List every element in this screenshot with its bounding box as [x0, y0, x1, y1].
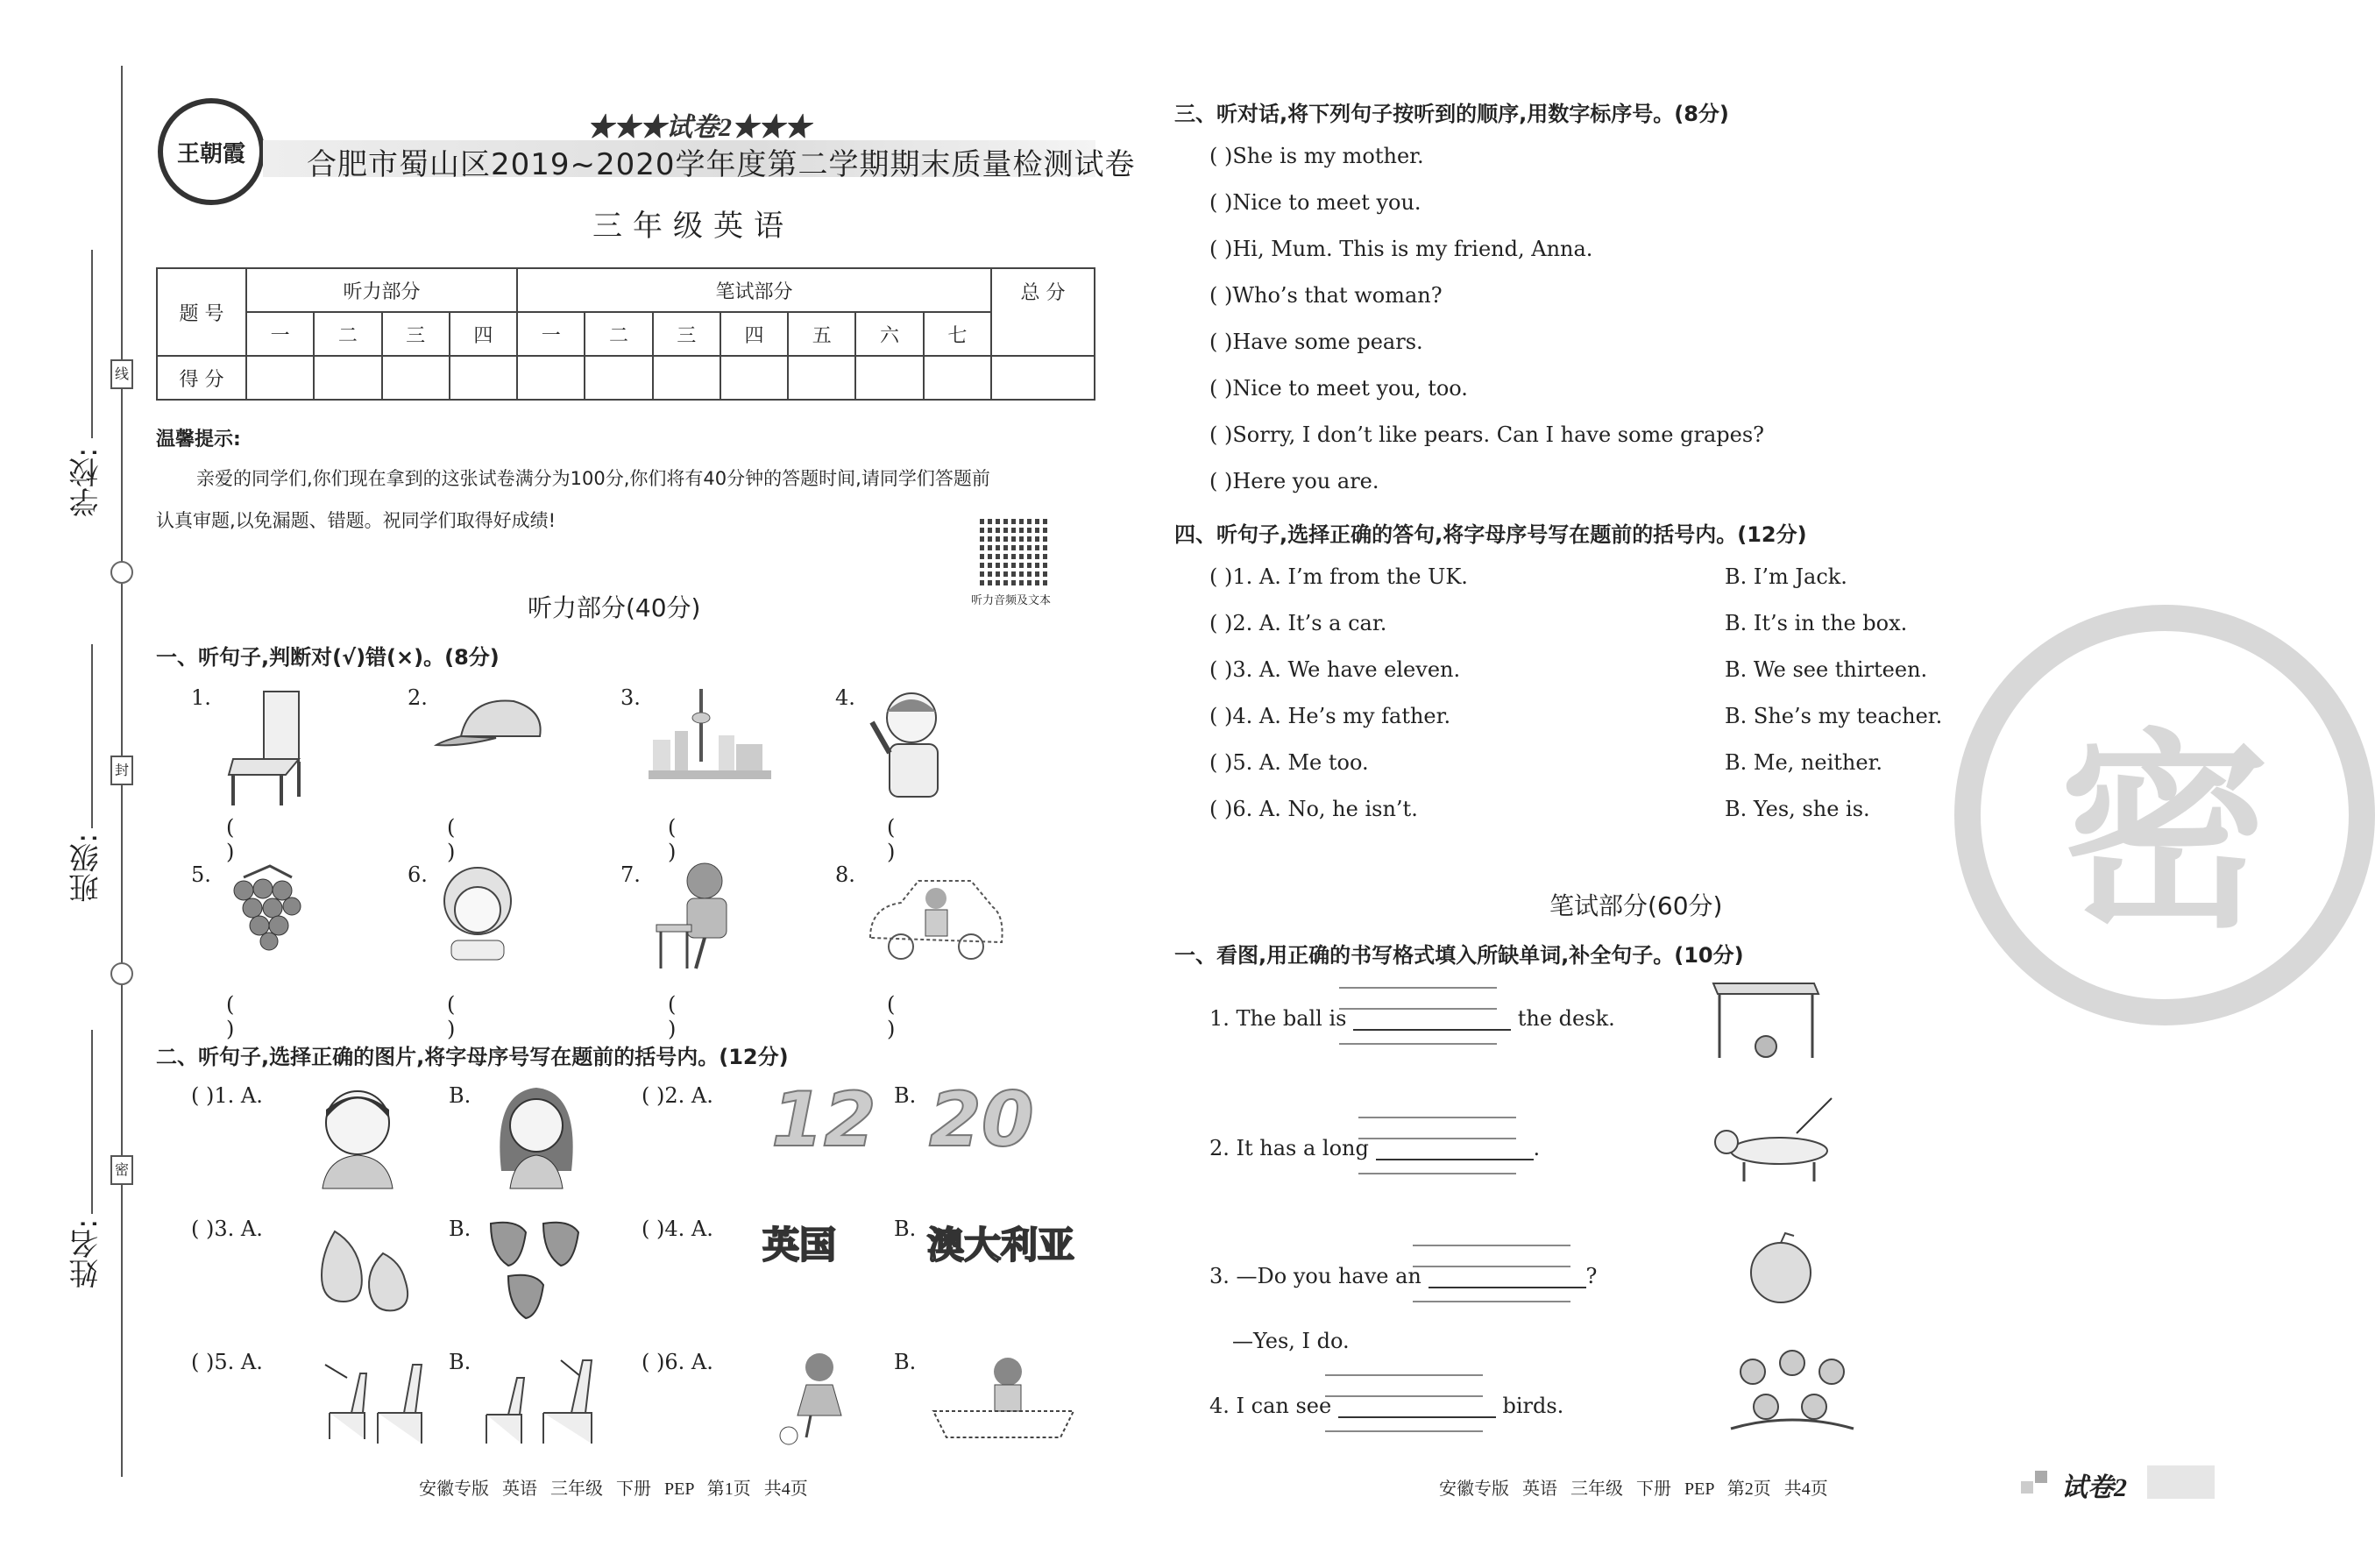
- row-label-score: 得 分: [157, 356, 246, 400]
- tips-line-1: 亲爱的同学们,你们现在拿到的这张试卷满分为100分,你们将有40分钟的答题时间,请同学们答题前: [196, 468, 990, 489]
- seal-mark-secret: 密: [110, 1155, 133, 1185]
- boy-picture: [868, 687, 964, 801]
- answer-blank[interactable]: [1429, 1266, 1586, 1288]
- listening-q3-heading: 三、听对话,将下列句子按听到的顺序,用数字标序号。(8分): [1174, 102, 1729, 126]
- q2-item-4: ( )4. A.: [642, 1217, 713, 1241]
- q2-item-2: ( )2. A.: [642, 1083, 713, 1108]
- number-20-picture: 20: [929, 1076, 1034, 1164]
- listening-header: 听力部分: [246, 268, 517, 312]
- item-number: 3.: [620, 685, 641, 710]
- answer-paren[interactable]: ( ): [887, 992, 896, 1041]
- binding-hole-icon: [110, 561, 133, 584]
- col-header: 三: [382, 312, 450, 356]
- boy-car-picture: [866, 876, 1006, 964]
- two-giraffes-a-picture: [312, 1352, 435, 1448]
- col-header: 四: [450, 312, 517, 356]
- score-cell[interactable]: [314, 356, 381, 400]
- subject-title: 三年级英语: [592, 209, 794, 244]
- footer-right: 安徽专版 英语 三年级 下册 PEP 第2页 共4页: [1439, 1479, 1828, 1499]
- item-number: 4.: [835, 685, 855, 710]
- option-b-label: B.: [449, 1083, 471, 1108]
- score-cell[interactable]: [855, 356, 923, 400]
- australia-text-picture: 澳大利亚: [927, 1224, 1075, 1266]
- answer-paren[interactable]: ( ): [226, 992, 235, 1041]
- score-cell[interactable]: [924, 356, 991, 400]
- fill-reply: —Yes, I do.: [1232, 1329, 1350, 1353]
- dialogue-line: ( )Have some pears.: [1209, 330, 1423, 354]
- publisher-logo: 王朝霞: [158, 98, 265, 205]
- seal-mark-line: 线: [110, 359, 133, 389]
- class-label: 班级:: [69, 833, 104, 903]
- answer-blank[interactable]: [1338, 1395, 1496, 1418]
- answer-blank[interactable]: [1376, 1138, 1534, 1160]
- ball-under-desk-picture: [1709, 975, 1823, 1062]
- q2-item-3: ( )3. A.: [191, 1217, 263, 1241]
- dialogue-line: ( )Who’s that woman?: [1209, 283, 1443, 308]
- city-tower-picture: [649, 687, 771, 784]
- two-giraffes-b-picture: [473, 1352, 613, 1448]
- score-cell[interactable]: [517, 356, 585, 400]
- score-cell[interactable]: [585, 356, 652, 400]
- answer-option-a: ( )3. A. We have eleven.: [1209, 657, 1461, 682]
- guide-line: [1358, 1173, 1516, 1174]
- item-number: 7.: [620, 862, 641, 887]
- tag-decoration: [2035, 1471, 2047, 1483]
- fill-sentence-3: 3. —Do you have an ?: [1209, 1264, 1598, 1288]
- col-header: 七: [924, 312, 991, 356]
- q2-item-1: ( )1. A.: [191, 1083, 263, 1108]
- tag-bar: [2147, 1465, 2215, 1499]
- writing-q1-heading: 一、看图,用正确的书写格式填入所缺单词,补全句子。(10分): [1174, 943, 1744, 968]
- score-cell[interactable]: [653, 356, 720, 400]
- pears-picture: [308, 1218, 422, 1315]
- number-12-picture: 12: [771, 1076, 876, 1164]
- answer-option-b: B. Yes, she is.: [1725, 797, 1870, 821]
- dialogue-line: ( )Here you are.: [1209, 469, 1379, 493]
- option-b-label: B.: [449, 1350, 471, 1374]
- row-label-no: 题 号: [157, 268, 246, 356]
- boy-face-picture: [314, 1083, 401, 1188]
- score-cell[interactable]: [382, 356, 450, 400]
- school-underline: [91, 250, 93, 438]
- guide-line: [1413, 1301, 1570, 1302]
- exam-title: 合肥市蜀山区2019~2020学年度第二学期期末质量检测试卷: [307, 147, 1136, 182]
- listening-q4-heading: 四、听句子,选择正确的答句,将字母序号写在题前的括号内。(12分): [1174, 522, 1807, 547]
- answer-option-a: ( )5. A. Me too.: [1209, 750, 1369, 775]
- girl-chair-picture: [652, 859, 748, 973]
- col-header: 一: [246, 312, 314, 356]
- option-b-label: B.: [894, 1350, 917, 1374]
- listening-q1-heading: 一、听句子,判断对(√)错(×)。(8分): [156, 645, 500, 670]
- name-underline: [91, 1030, 93, 1214]
- dialogue-line: ( )Hi, Mum. This is my friend, Anna.: [1209, 237, 1593, 261]
- dachshund-picture: [1705, 1094, 1845, 1190]
- col-header: 四: [720, 312, 788, 356]
- score-cell[interactable]: [246, 356, 314, 400]
- school-label: 学校:: [69, 447, 104, 517]
- dialogue-line: ( )She is my mother.: [1209, 144, 1424, 168]
- girl-ball-picture: [771, 1350, 859, 1446]
- fill-sentence-1: 1. The ball is the desk.: [1209, 1006, 1615, 1031]
- col-header: 二: [314, 312, 381, 356]
- score-cell[interactable]: [450, 356, 517, 400]
- answer-option-a: ( )6. A. No, he isn’t.: [1209, 797, 1418, 821]
- answer-paren[interactable]: ( ): [226, 815, 235, 864]
- footer-left: 安徽专版 英语 三年级 下册 PEP 第1页 共4页: [419, 1479, 808, 1499]
- item-number: 6.: [408, 862, 428, 887]
- score-cell[interactable]: [788, 356, 855, 400]
- guide-line: [1339, 1043, 1497, 1045]
- score-table: [156, 267, 1095, 401]
- orange-picture: [1746, 1229, 1816, 1308]
- answer-option-a: ( )4. A. He’s my father.: [1209, 704, 1451, 728]
- name-label: 姓名:: [69, 1218, 104, 1288]
- answer-option-b: B. Me, neither.: [1725, 750, 1883, 775]
- answer-paren[interactable]: ( ): [447, 815, 456, 864]
- item-number: 5.: [191, 862, 211, 887]
- item-number: 8.: [835, 862, 855, 887]
- total-header: 总 分: [991, 268, 1095, 356]
- option-b-label: B.: [449, 1217, 471, 1241]
- answer-option-b: B. We see thirteen.: [1725, 657, 1928, 682]
- option-b-label: B.: [894, 1217, 917, 1241]
- paper-tag: 试卷2: [2061, 1473, 2127, 1502]
- girl-boat-picture: [929, 1350, 1078, 1446]
- guide-line: [1413, 1245, 1570, 1246]
- tips-line-2: 认真审题,以免漏题、错题。祝同学们取得好成绩!: [156, 510, 557, 531]
- guide-line: [1325, 1430, 1483, 1432]
- tips-heading: 温馨提示:: [156, 429, 241, 451]
- answer-option-a: ( )2. A. It’s a car.: [1209, 611, 1387, 635]
- answer-blank[interactable]: [1353, 1008, 1511, 1031]
- answer-paren[interactable]: ( ): [887, 815, 896, 864]
- binding-hole-icon: [110, 962, 133, 985]
- fill-sentence-4: 4. I can see birds.: [1209, 1394, 1564, 1418]
- answer-option-b: B. She’s my teacher.: [1725, 704, 1943, 728]
- score-cell[interactable]: [720, 356, 788, 400]
- option-b-label: B.: [894, 1083, 917, 1108]
- qr-caption: 听力音频及文本: [971, 594, 1052, 607]
- seal-mark-seal: 封: [110, 756, 133, 785]
- uk-text-picture: 英国: [762, 1224, 837, 1266]
- dialogue-line: ( )Nice to meet you.: [1209, 190, 1421, 215]
- col-header: 六: [855, 312, 923, 356]
- col-header: 二: [585, 312, 652, 356]
- item-number: 1.: [191, 685, 211, 710]
- q2-item-5: ( )5. A.: [191, 1350, 263, 1374]
- cap-picture: [435, 692, 549, 754]
- class-underline: [91, 644, 93, 828]
- fill-sentence-2: 2. It has a long .: [1209, 1136, 1541, 1160]
- answer-option-b: B. It’s in the box.: [1725, 611, 1908, 635]
- tag-decoration: [2021, 1481, 2033, 1494]
- birds-picture: [1726, 1341, 1858, 1446]
- guide-line: [1358, 1117, 1516, 1118]
- dialogue-line: ( )Nice to meet you, too.: [1209, 376, 1468, 401]
- answer-paren[interactable]: ( ): [668, 815, 677, 864]
- dialogue-line: ( )Sorry, I don’t like pears. Can I have some grapes?: [1209, 422, 1765, 447]
- q2-item-6: ( )6. A.: [642, 1350, 713, 1374]
- writing-title: 笔试部分(60分): [1549, 891, 1723, 920]
- paper-number: ★★★试卷2★★★: [587, 113, 811, 142]
- watermark-seal: 密: [1954, 605, 2375, 1025]
- guide-line: [1325, 1374, 1483, 1376]
- col-header: 五: [788, 312, 855, 356]
- girl-face-picture: [493, 1083, 580, 1188]
- listening-title: 听力部分(40分): [528, 593, 701, 622]
- col-header: 三: [653, 312, 720, 356]
- strawberries-picture: [482, 1215, 596, 1320]
- guide-line: [1339, 987, 1497, 989]
- col-header: 一: [517, 312, 585, 356]
- item-number: 2.: [408, 685, 428, 710]
- listening-q2-heading: 二、听句子,选择正确的图片,将字母序号写在题前的括号内。(12分): [156, 1045, 789, 1069]
- answer-option-b: B. I’m Jack.: [1725, 564, 1847, 589]
- grapes-picture: [226, 864, 305, 952]
- score-cell[interactable]: [991, 356, 1095, 400]
- answer-paren[interactable]: ( ): [447, 992, 456, 1041]
- writing-header: 笔试部分: [517, 268, 991, 312]
- chair-picture: [224, 687, 312, 810]
- grandma-picture: [438, 866, 517, 962]
- answer-paren[interactable]: ( ): [668, 992, 677, 1041]
- answer-option-a: ( )1. A. I’m from the UK.: [1209, 564, 1468, 589]
